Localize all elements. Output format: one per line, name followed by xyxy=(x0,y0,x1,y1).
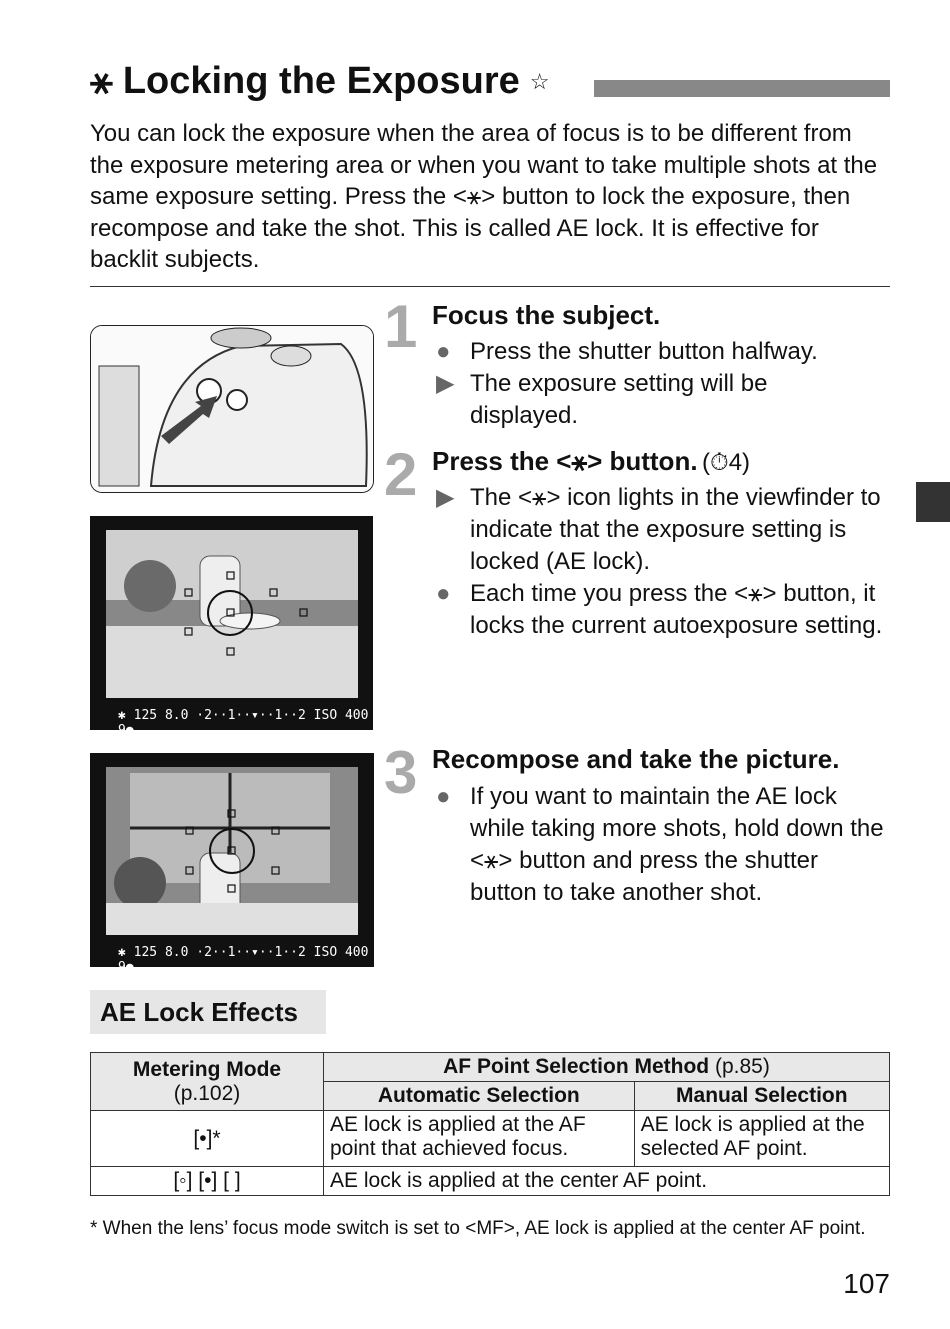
chapter-tab-marker xyxy=(916,482,950,522)
list-item: ▶ The <⚹> icon lights in the viewfinder to indicate that the exposure setting is locked (AE lock). xyxy=(436,484,881,575)
step-1-bullets xyxy=(436,336,876,432)
table-header-auto: Automatic Selection xyxy=(324,1082,635,1111)
viewfinder-image-2 xyxy=(90,753,374,975)
step-number-3: 3 xyxy=(384,739,418,806)
table-row: [•]* AE lock is applied at the AF point that achieved focus. AE lock is applied at the selected AF point. xyxy=(91,1111,890,1167)
intro-paragraph: You can lock the exposure when the area of focus is to be different from the exposure metering area or when you want to take multiple shots at the same exposure setting. Press the <⚹> button to lock the exposure, then recompose and take the shot. This is called AE lock. It is effective for backlit subjects. xyxy=(90,120,878,273)
metering-mode-icons: [◦] [•] [ ] xyxy=(91,1167,324,1196)
list-item: ● Each time you press the <⚹> button, it locks the current autoexposure setting. xyxy=(436,580,883,639)
list-item: ▶ The exposure setting will be displayed. xyxy=(436,370,768,429)
page-title-text: Locking the Exposure xyxy=(122,60,520,102)
section-heading: AE Lock Effects xyxy=(90,990,326,1034)
viewfinder-image-1 xyxy=(90,516,373,738)
step-2-bullets xyxy=(436,482,886,642)
table-header-metering: Metering Mode (p.102) xyxy=(91,1053,324,1111)
step-title-3: Recompose and take the picture. xyxy=(432,744,840,774)
list-item: ● Press the shutter button halfway. xyxy=(436,338,818,365)
ae-lock-effects-table xyxy=(90,1052,890,1196)
table-header-manual: Manual Selection xyxy=(634,1082,889,1111)
table-header-af-method: AF Point Selection Method (p.85) xyxy=(324,1053,890,1082)
title-bar-decoration xyxy=(594,80,890,97)
step-3-bullets xyxy=(436,781,886,909)
page-title xyxy=(90,60,550,103)
step-number-2: 2 xyxy=(384,441,418,508)
timer-note: (⏱4) xyxy=(702,449,751,476)
step-title-2: Press the <⚹> button. (⏱4) xyxy=(432,446,751,476)
table-row: [◦] [•] [ ] AE lock is applied at the center AF point. xyxy=(91,1167,890,1196)
list-item: ● If you want to maintain the AE lock while taking more shots, hold down the <⚹> button and press the shutter button to take another shot. xyxy=(436,783,884,906)
step-title-1: Focus the subject. xyxy=(432,300,661,330)
divider xyxy=(90,286,890,287)
ae-lock-asterisk-icon: ⚹ xyxy=(90,60,113,102)
page-number: 107 xyxy=(843,1268,890,1299)
viewfinder-status-2: ✱ 125 8.0 ·2··1··▾··1··2 ISO 400 9● xyxy=(118,945,369,975)
evaluative-metering-icon: [•]* xyxy=(91,1111,324,1167)
star-icon: ☆ xyxy=(529,68,550,94)
camera-illustration xyxy=(90,325,374,493)
footnote: * When the lens’ focus mode switch is set to <MF>, AE lock is applied at the center AF point. xyxy=(90,1218,866,1239)
step-number-1: 1 xyxy=(384,293,418,360)
viewfinder-status-1: ✱ 125 8.0 ·2··1··▾··1··2 ISO 400 9● xyxy=(118,708,369,738)
